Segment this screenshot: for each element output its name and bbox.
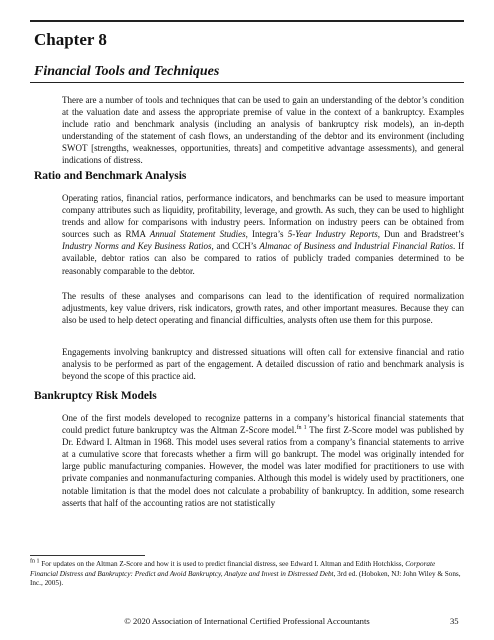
chapter-title: Chapter 8	[34, 30, 107, 49]
footnote-rule	[30, 555, 145, 556]
intro-paragraph: There are a number of tools and techniques that can be used to gain an understanding of the debtor’s condition at the valuation date and assess the appropriate premise of value in the context of a bankruptcy. Examples include ratio and benchmark analysis (including an analysis of bankruptcy risk models), an in-depth understanding of the statement of cash flows, an understanding of the debtor and its environment (including SWOT [strengths, weaknesses, opportunities, threats] and competitive advantage assessments), and general indications of distress.	[62, 95, 464, 166]
footnote-reference[interactable]: fn 1	[296, 425, 307, 432]
ratio-paragraph-1	[62, 192, 464, 277]
text-run: One of the first models developed to recognize patterns in a company’s historical financial statements that could predict future bankruptcy was the Altman Z-Score model.	[62, 413, 464, 436]
citation-title: Almanac of Business and Industrial Financial Ratios	[259, 241, 454, 252]
text-run: The first Z-Score model was published by Dr. Edward I. Altman in 1968. This model uses several ratios from a company’s financial statements to arrive at a cumulative score that forecasts whether a firm will go bankrupt. The model was originally intended for large public manufacturing companies. However, the model was later modified for practitioners to use with private companies and nonmanufacturing companies. Although this model is widely used by practitioners, one notable limitation is that the model does not calculate a probability of bankruptcy. In addition, some research asserts that half of the accounting ratios are not statistically	[62, 425, 464, 508]
text-run: , and CCH’s	[211, 241, 260, 252]
text-run: , Dun and Bradstreet’s	[377, 229, 464, 240]
footnote	[30, 560, 462, 589]
text-run: Operating ratios, financial ratios, performance indicators, and benchmarks can be used to measure important company attributes such as liquidity, profitability, leverage, and growth. As such, they can be used to highlight trends and allow for comparisons with industry peers. Information on industry peers can be obtained from sources such as RMA	[62, 193, 464, 240]
citation-title: 5-Year Industry Reports	[287, 229, 378, 240]
copyright-footer: © 2020 Association of International Certified Professional Accountants	[124, 616, 370, 626]
text-run: , 3rd ed. (Hoboken, NJ: John Wiley & Sons, Inc., 2005).	[30, 569, 461, 588]
text-run: , Integra’s	[245, 229, 288, 240]
footnote-mark: fn 1	[30, 558, 40, 565]
text-run: For updates on the Altman Z-Score and how it is used to predict financial distress, see Edward I. Altman and Edith Hotchkiss,	[39, 560, 406, 568]
citation-title: Annual Statement Studies	[149, 229, 246, 240]
section-rule	[30, 82, 464, 83]
top-rule	[30, 20, 464, 22]
citation-title: Industry Norms and Key Business Ratios	[62, 241, 212, 252]
ratio-paragraph-2: The results of these analyses and comparisons can lead to the identification of required normalization adjustments, key value drivers, risk indicators, growth rates, and other important measures. Because they can also be used to help detect operating and financial difficulties, analysts often use them for this purpose.	[62, 291, 464, 326]
ratio-paragraph-3: Engagements involving bankruptcy and distressed situations will often call for extensive financial and ratio analysis to be performed as part of the engagement. A detailed discussion of ratio and benchmark analysis is beyond the scope of this practice aid.	[62, 347, 464, 382]
text-run: . If available, debtor ratios can also be compared to ratios of publicly traded companies determined to be reasonably comparable to the debtor.	[62, 241, 464, 276]
risk-paragraph-1	[62, 412, 464, 509]
section-title: Financial Tools and Techniques	[34, 64, 220, 79]
ratio-heading: Ratio and Benchmark Analysis	[34, 170, 187, 182]
risk-heading: Bankruptcy Risk Models	[34, 390, 157, 402]
citation-title: Corporate Financial Distress and Bankruptcy: Predict and Avoid Bankruptcy, Analyze and Invest in Distressed Debt	[30, 560, 436, 578]
page-number: 35	[450, 616, 459, 626]
